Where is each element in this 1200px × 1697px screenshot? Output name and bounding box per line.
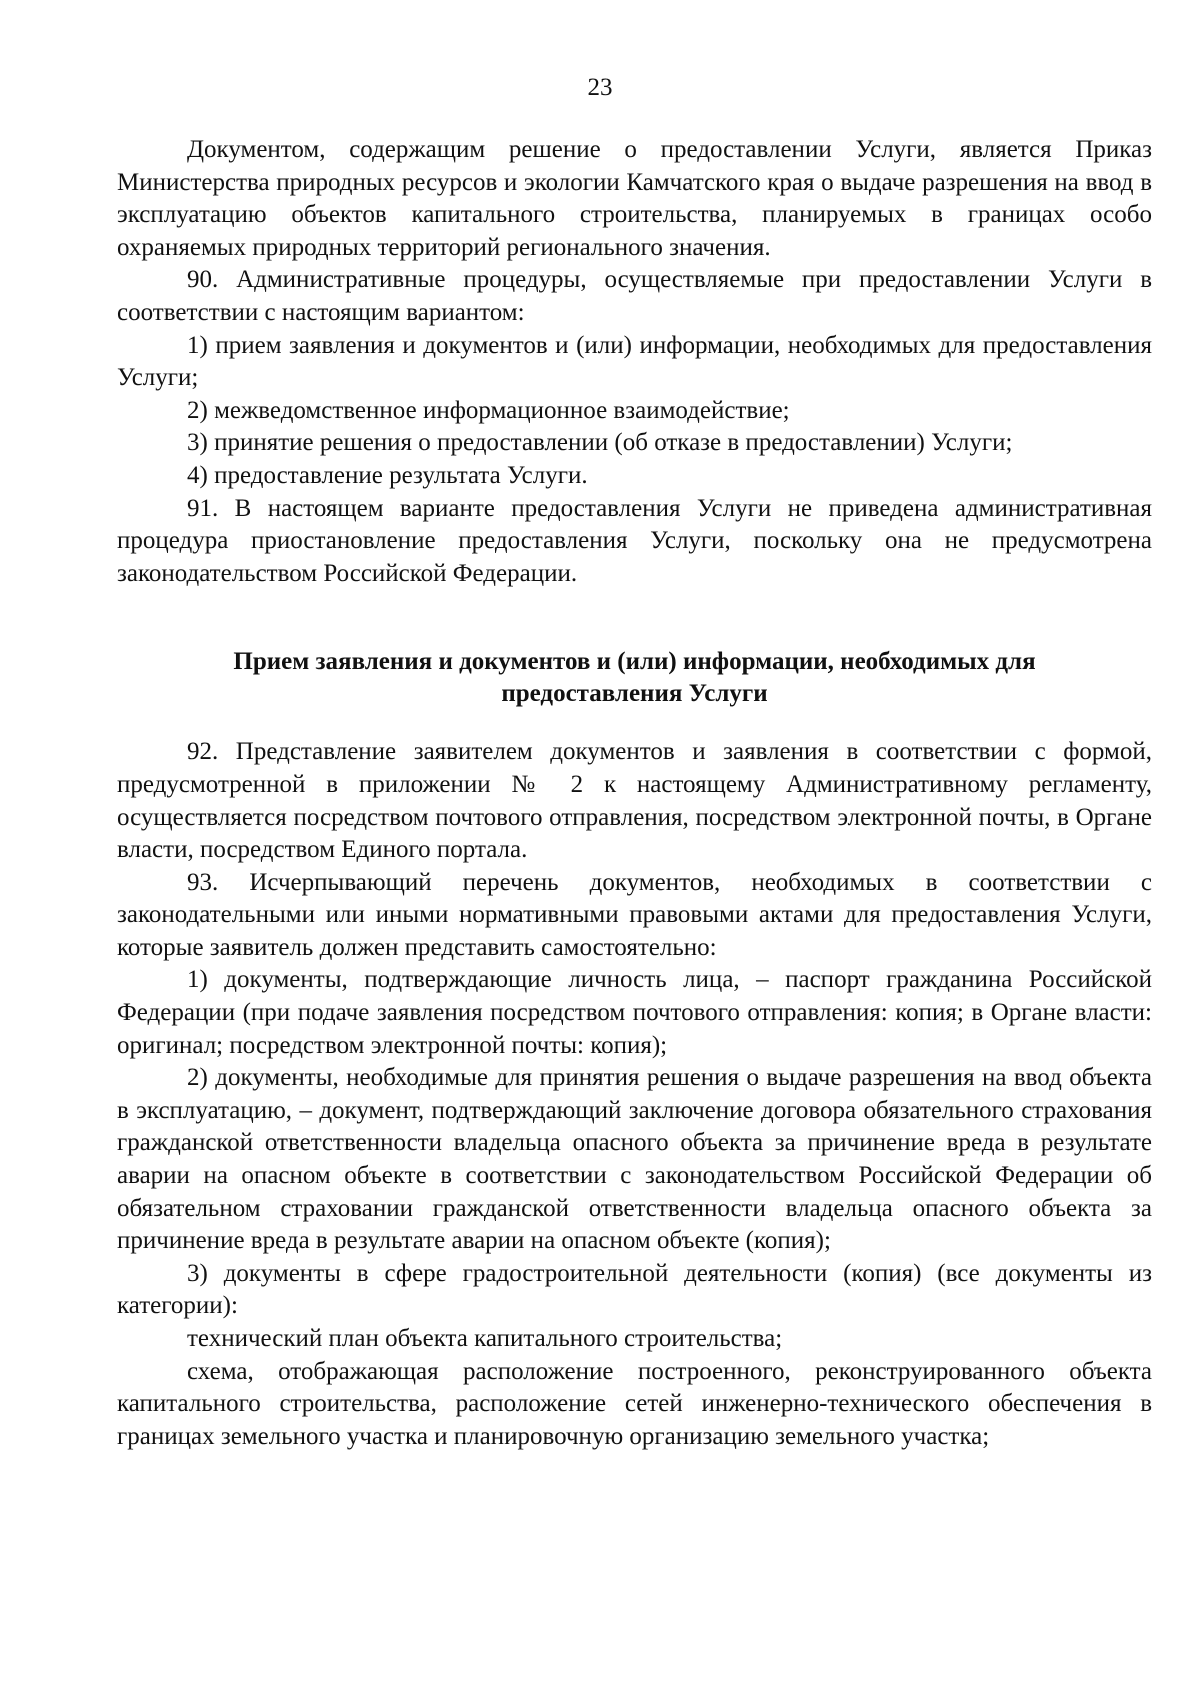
- section-heading-line-1: Прием заявления и документов и (или) информации, необходимых для: [233, 648, 1036, 676]
- list-item-90-4: 4) предоставление результата Услуги.: [187, 461, 588, 489]
- list-item-90-2: 2) межведомственное информационное взаимодействие;: [187, 396, 790, 424]
- section-heading-line-2: предоставления Услуги: [501, 680, 768, 708]
- document-body: [117, 134, 1152, 1453]
- paragraph-90: 90. Административные процедуры, осуществляемые при предоставлении Услуги в соответствии с настоящим вариантом:: [117, 266, 1152, 326]
- page-number: 23: [587, 74, 613, 101]
- list-item-90-3: 3) принятие решения о предоставлении (об отказе в предоставлении) Услуги;: [187, 429, 1013, 457]
- subitem-layout-scheme: схема, отображающая расположение построенного, реконструированного объекта капитального строительства, расположение сетей инженерно-технического обеспечения в границах земельного участка и планировочную организацию земельного участка;: [117, 1357, 1152, 1450]
- list-item-90-1: 1) прием заявления и документов и (или) информации, необходимых для предоставления Услуги;: [117, 331, 1152, 392]
- list-item-93-1: 1) документы, подтверждающие личность лица, – паспорт гражданина Российской Федерации (при подаче заявления посредством почтового отправления: копия; в Органе власти: оригинал; посредством электронной почты: копия);: [117, 966, 1152, 1059]
- list-item-93-2: 2) документы, необходимые для принятия решения о выдаче разрешения на ввод объекта в эксплуатацию, – документ, подтверждающий заключение договора обязательного страхования гражданской ответственности владельца опасного объекта за причинение вреда в результате аварии на опасном объекте в соответствии с законодательством Российской Федерации об обязательном страховании гражданской ответственности владельца опасного объекта за причинение вреда в результате аварии на опасном объекте (копия);: [117, 1064, 1152, 1255]
- subitem-technical-plan: технический план объекта капитального строительства;: [187, 1325, 783, 1352]
- paragraph-91: 91. В настоящем варианте предоставления Услуги не приведена административная процедура приостановление предоставления Услуги, поскольку она не предусмотрена законодательством Российской Федерации.: [117, 494, 1152, 587]
- paragraph-93: 93. Исчерпывающий перечень документов, необходимых в соответствии с законодательными или иными нормативными правовыми актами для предоставления Услуги, которые заявитель должен представить самостоятельно:: [117, 868, 1152, 961]
- list-item-93-3: 3) документы в сфере градостроительной деятельности (копия) (все документы из категории):: [117, 1259, 1152, 1320]
- paragraph-result-document: Документом, содержащим решение о предоставлении Услуги, является Приказ Министерства природных ресурсов и экологии Камчатского края о выдаче разрешения на ввод в эксплуатацию объектов капитального строительства, планируемых в границах особо охраняемых природных территорий регионального значения.: [117, 136, 1152, 261]
- paragraph-92: 92. Представление заявителем документов и заявления в соответствии с формой, предусмотренной в приложении № 2 к настоящему Административному регламенту, осуществляется посредством почтового отправления, посредством электронной почты, в Органе власти, посредством Единого портала.: [117, 738, 1152, 864]
- section-heading: [117, 646, 1152, 710]
